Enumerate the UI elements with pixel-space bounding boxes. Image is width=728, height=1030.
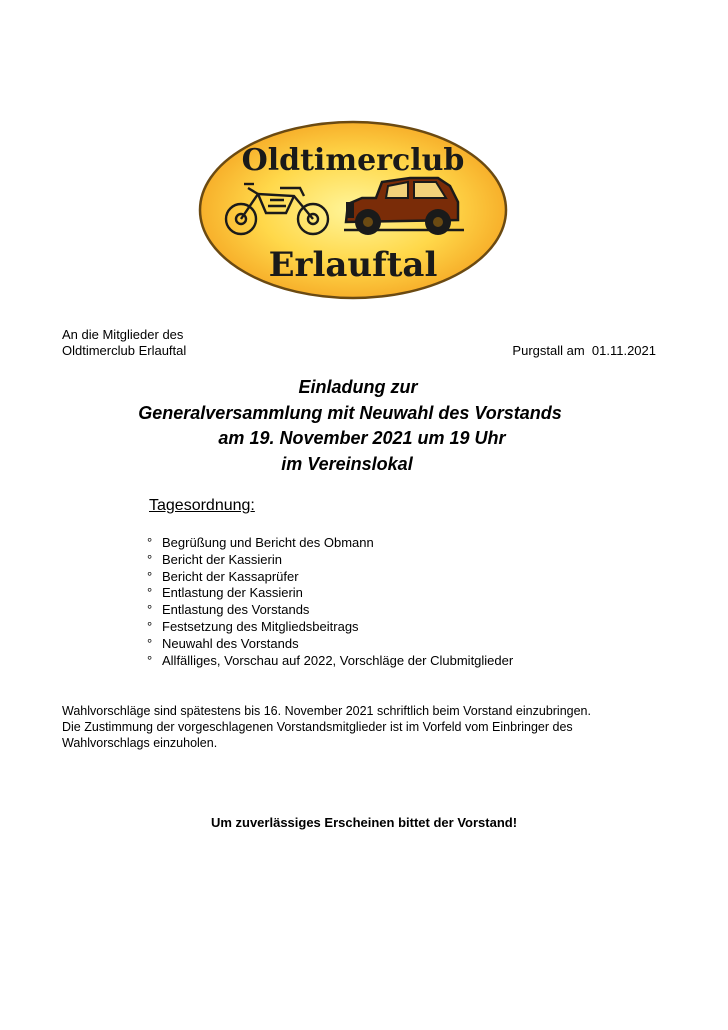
- agenda-bullet: °: [147, 602, 153, 618]
- recipient-line1: An die Mitglieder des: [62, 327, 184, 342]
- title-line2: Generalversammlung mit Neuwahl des Vorstands: [138, 403, 562, 423]
- title-line4: im Vereinslokal: [281, 454, 413, 474]
- recipient-address: [62, 327, 186, 359]
- club-logo: [196, 118, 510, 302]
- recipient-line2: Oldtimerclub Erlauftal: [62, 343, 187, 358]
- agenda-bullet: °: [147, 652, 153, 668]
- agenda-bullet: °: [147, 568, 153, 584]
- notice-line3: Wahlvorschlags einzuholen.: [62, 736, 218, 750]
- agenda-bullet: °: [147, 618, 153, 634]
- agenda-item: [147, 636, 513, 653]
- agenda-bullet: °: [147, 551, 153, 567]
- place-date: Purgstall am 01.11.2021: [512, 343, 656, 358]
- logo-line2: Erlauftal: [268, 245, 438, 285]
- agenda-item: [147, 602, 513, 619]
- club-logo-graphic: [196, 118, 510, 302]
- closing-statement: Um zuverlässiges Erscheinen bittet der Vorstand!: [210, 815, 518, 830]
- agenda-item-label: Bericht der Kassaprüfer: [162, 568, 299, 584]
- agenda-item-label: Begrüßung und Bericht des Obmann: [162, 535, 374, 550]
- title-line3: am 19. November 2021 um 19 Uhr: [218, 428, 506, 448]
- nomination-notice: [62, 703, 672, 751]
- agenda-bullet: °: [147, 585, 153, 601]
- agenda-item-label: Allfälliges, Vorschau auf 2022, Vorschläge der Clubmitglieder: [162, 652, 514, 668]
- agenda-item-label: Bericht der Kassierin: [162, 551, 282, 567]
- agenda-item-label: Neuwahl des Vorstands: [162, 635, 299, 651]
- agenda-item: [147, 569, 513, 586]
- agenda-item: [147, 585, 513, 602]
- agenda-list: [147, 535, 513, 669]
- agenda-item: [147, 653, 513, 670]
- logo-line1: Oldtimerclub: [241, 143, 465, 178]
- agenda-bullet: °: [147, 535, 153, 550]
- notice-line1: Wahlvorschläge sind spätestens bis 16. November 2021 schriftlich beim Vorstand einzubringen.: [62, 704, 591, 718]
- title-line1: Einladung zur: [298, 377, 418, 397]
- agenda-item: [147, 535, 513, 552]
- agenda-bullet: °: [147, 635, 153, 651]
- agenda-item: [147, 619, 513, 636]
- notice-line2: Die Zustimmung der vorgeschlagenen Vorstandsmitglieder ist im Vorfeld vom Einbringer des: [62, 720, 573, 734]
- agenda-item: [147, 552, 513, 569]
- agenda-item-label: Entlastung des Vorstands: [162, 602, 310, 618]
- agenda-item-label: Festsetzung des Mitgliedsbeitrags: [162, 618, 359, 634]
- agenda-item-label: Entlastung der Kassierin: [162, 585, 303, 601]
- agenda-heading: Tagesordnung:: [149, 497, 255, 514]
